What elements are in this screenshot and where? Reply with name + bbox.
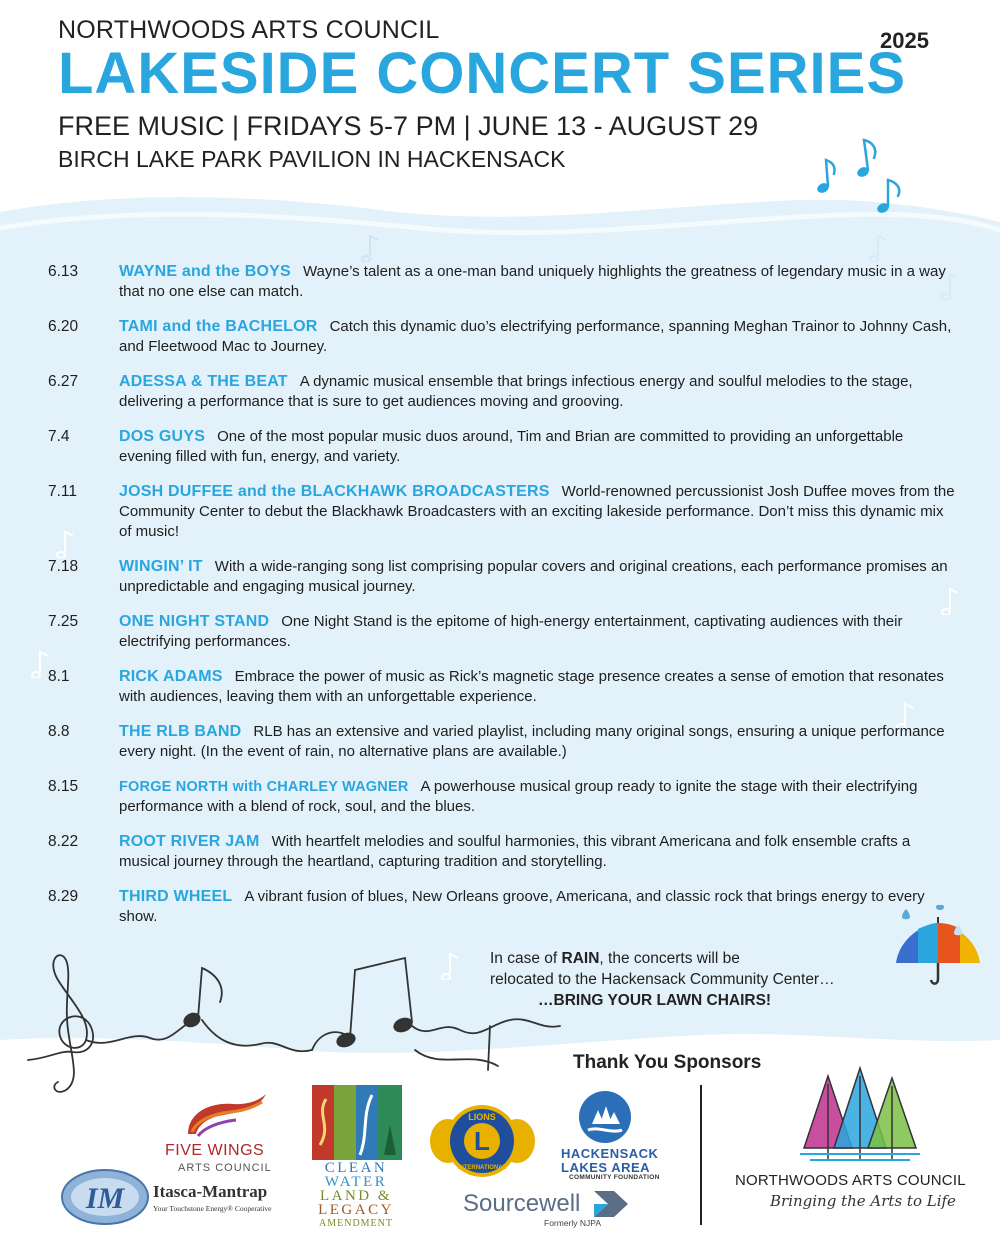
lions-letter: L — [474, 1126, 490, 1156]
sourcewell-icon — [594, 1191, 628, 1217]
event-row: 6.20 TAMI and the BACHELOR Catch this dynamic duo’s electrifying performance, spanning Meghan Trainor to Johnny Cash, and Fleetwood Mac to Journey. — [48, 318, 952, 355]
hackensack-line3: COMMUNITY FOUNDATION — [569, 1174, 660, 1181]
sponsors-title: Thank You Sponsors — [573, 1052, 762, 1073]
faint-note-icon — [868, 232, 890, 262]
itasca-mantrap-logo — [60, 1168, 150, 1226]
band-name: WINGIN’ IT — [119, 558, 203, 575]
band-description: A dynamic musical ensemble that brings infectious energy and soulful melodies to the stage, delivering a performance that is sure to get audiences moving and grooving. — [119, 373, 913, 410]
band-description: RLB has an extensive and varied playlist, including many original songs, ensuring a unique performance every night. (In the event of rain, no alternative plans are available.) — [119, 723, 945, 760]
band-description: With heartfelt melodies and soulful harmonies, this vibrant Americana and folk ensemble crafts a musical journey through the heartland, capturing tradition and storytelling. — [119, 833, 911, 870]
event-row: 8.29 THIRD WHEEL A vibrant fusion of blues, New Orleans groove, Americana, and classic rock that brings energy to every show. — [48, 888, 925, 925]
music-notes-icon — [810, 130, 920, 220]
band-name: THIRD WHEEL — [119, 888, 233, 905]
band-name: FORGE NORTH with CHARLEY WAGNER — [119, 779, 409, 795]
event-row: 7.11 JOSH DUFFEE and the BLACKHAWK BROADCASTERS World-renowned percussionist Josh Duffee moves from the Community Center to debut the Blackhawk Broadcasters with an exciting lakeside performance. Don’t miss this dynamic mix of music! — [48, 483, 955, 540]
org-name: NORTHWOODS ARTS COUNCIL — [58, 16, 440, 44]
hackensack-line2: LAKES AREA — [561, 1160, 651, 1175]
band-description: A powerhouse musical group ready to ignite the stage with their electrifying performance with a blend of rock, soul, and the blues. — [119, 778, 918, 815]
event-row: 8.22 ROOT RIVER JAM With heartfelt melodies and soulful harmonies, this vibrant Americana and folk ensemble crafts a musical journey through the heartland, capturing tradition and storytelling. — [48, 833, 911, 870]
band-name: RICK ADAMS — [119, 668, 223, 685]
band-name: WAYNE and the BOYS — [119, 263, 291, 280]
band-name: DOS GUYS — [119, 428, 206, 445]
event-info: FREE MUSIC | FRIDAYS 5-7 PM | JUNE 13 - AUGUST 29 — [58, 111, 759, 141]
year: 2025 — [880, 28, 929, 53]
rain-notice: In case of RAIN, the concerts will be relocated to the Hackensack Community Center… …BRING YOUR LAWN CHAIRS! — [490, 948, 910, 1011]
band-name: JOSH DUFFEE and the BLACKHAWK BROADCASTERS — [119, 483, 550, 500]
event-row: 6.27 ADESSA & THE BEAT A dynamic musical ensemble that brings infectious energy and soulful melodies to the stage, delivering a performance that is sure to get audiences moving and grooving. — [48, 373, 913, 410]
event-row: 7.4 DOS GUYS One of the most popular music duos around, Tim and Brian are committed to providing an unforgettable evening filled with fun, energy, and variety. — [48, 428, 904, 465]
band-description: Wayne’s talent as a one-man band uniquely highlights the greatness of legendary music in a way that no one else can match. — [119, 263, 946, 300]
clean-water-text: CLEAN WATER LAND & LEGACY AMENDMENT — [318, 1160, 394, 1229]
band-name: ADESSA & THE BEAT — [119, 373, 288, 390]
schedule — [48, 262, 958, 942]
itasca-initials: IM — [85, 1182, 125, 1215]
event-row: 8.1 RICK ADAMS Embrace the power of music as Rick’s magnetic stage presence creates a sense of emotion that resonates with audiences, leaving them with an unforgettable experience. — [48, 668, 944, 705]
nac-name: NORTHWOODS ARTS COUNCIL — [735, 1172, 966, 1189]
rain-keyword: RAIN — [561, 950, 600, 967]
itasca-name: Itasca-Mantrap — [153, 1182, 268, 1201]
lawn-chairs-note: …BRING YOUR LAWN CHAIRS! — [538, 992, 772, 1009]
event-row: 8.15 FORGE NORTH with CHARLEY WAGNER A powerhouse musical group ready to ignite the stage with their electrifying performance with a blend of rock, soul, and the blues. — [48, 778, 918, 815]
sourcewell-sub: Formerly NJPA — [544, 1218, 601, 1228]
nac-trees-logo — [800, 1064, 920, 1168]
hackensack-logo — [578, 1090, 632, 1144]
band-description: One Night Stand is the epitome of high-energy entertainment, captivating audiences with their electrifying performances. — [119, 613, 903, 650]
lions-top: LIONS — [468, 1112, 496, 1122]
band-description: Catch this dynamic duo’s electrifying performance, spanning Meghan Trainor to Johnny Cash, and Fleetwood Mac to Journey. — [119, 318, 952, 355]
divider — [700, 1085, 702, 1225]
itasca-tagline: Your Touchstone Energy® Cooperative — [153, 1204, 272, 1213]
event-row: 7.25 ONE NIGHT STAND One Night Stand is the epitome of high-energy entertainment, captivating audiences with their electrifying performances. — [48, 613, 903, 650]
lions-bottom: INTERNATIONAL — [457, 1165, 507, 1171]
lions-logo — [430, 1102, 535, 1180]
page-title: LAKESIDE CONCERT SERIES — [58, 41, 906, 106]
hackensack-line1: HACKENSACK — [561, 1146, 659, 1161]
location: BIRCH LAKE PARK PAVILION IN HACKENSACK — [58, 146, 566, 172]
band-name: ROOT RIVER JAM — [119, 833, 260, 850]
band-description: World-renowned percussionist Josh Duffee moves from the Community Center to debut the Blackhawk Broadcasters with an exciting lakeside performance. Don’t miss this dynamic mix of music! — [119, 483, 955, 540]
five-wings-logo — [178, 1092, 268, 1142]
band-description: Embrace the power of music as Rick’s magnetic stage presence creates a sense of emotion that resonates with audiences, leaving them with an unforgettable experience. — [119, 668, 944, 705]
clean-water-logo — [312, 1085, 402, 1160]
event-row: 7.18 WINGIN’ IT With a wide-ranging song list comprising popular covers and original creations, each performance promises an unpredictable and engaging musical journey. — [48, 558, 948, 595]
event-row: 6.13 WAYNE and the BOYS Wayne’s talent as a one-man band uniquely highlights the greatness of legendary music in a way that no one else can match. — [48, 263, 946, 300]
band-name: THE RLB BAND — [119, 723, 242, 740]
event-row: 8.8 THE RLB BAND RLB has an extensive and varied playlist, including many original songs, ensuring a unique performance every night. (In the event of rain, no alternative plans are available.) — [48, 723, 945, 760]
band-name: ONE NIGHT STAND — [119, 613, 270, 630]
band-name: TAMI and the BACHELOR — [119, 318, 318, 335]
five-wings-sub: ARTS COUNCIL — [178, 1162, 272, 1174]
band-description: With a wide-ranging song list comprising popular covers and original creations, each performance promises an unpredictable and engaging musical journey. — [119, 558, 948, 595]
faint-note-icon — [360, 232, 382, 262]
sourcewell-name: Sourcewell — [463, 1190, 581, 1217]
band-description: A vibrant fusion of blues, New Orleans groove, Americana, and classic rock that brings energy to every show. — [119, 888, 925, 925]
band-description: One of the most popular music duos around, Tim and Brian are committed to providing an unforgettable evening filled with fun, energy, and variety. — [119, 428, 904, 465]
nac-tagline: Bringing the Arts to Life — [770, 1192, 956, 1210]
five-wings-name: FIVE WINGS — [165, 1142, 265, 1159]
